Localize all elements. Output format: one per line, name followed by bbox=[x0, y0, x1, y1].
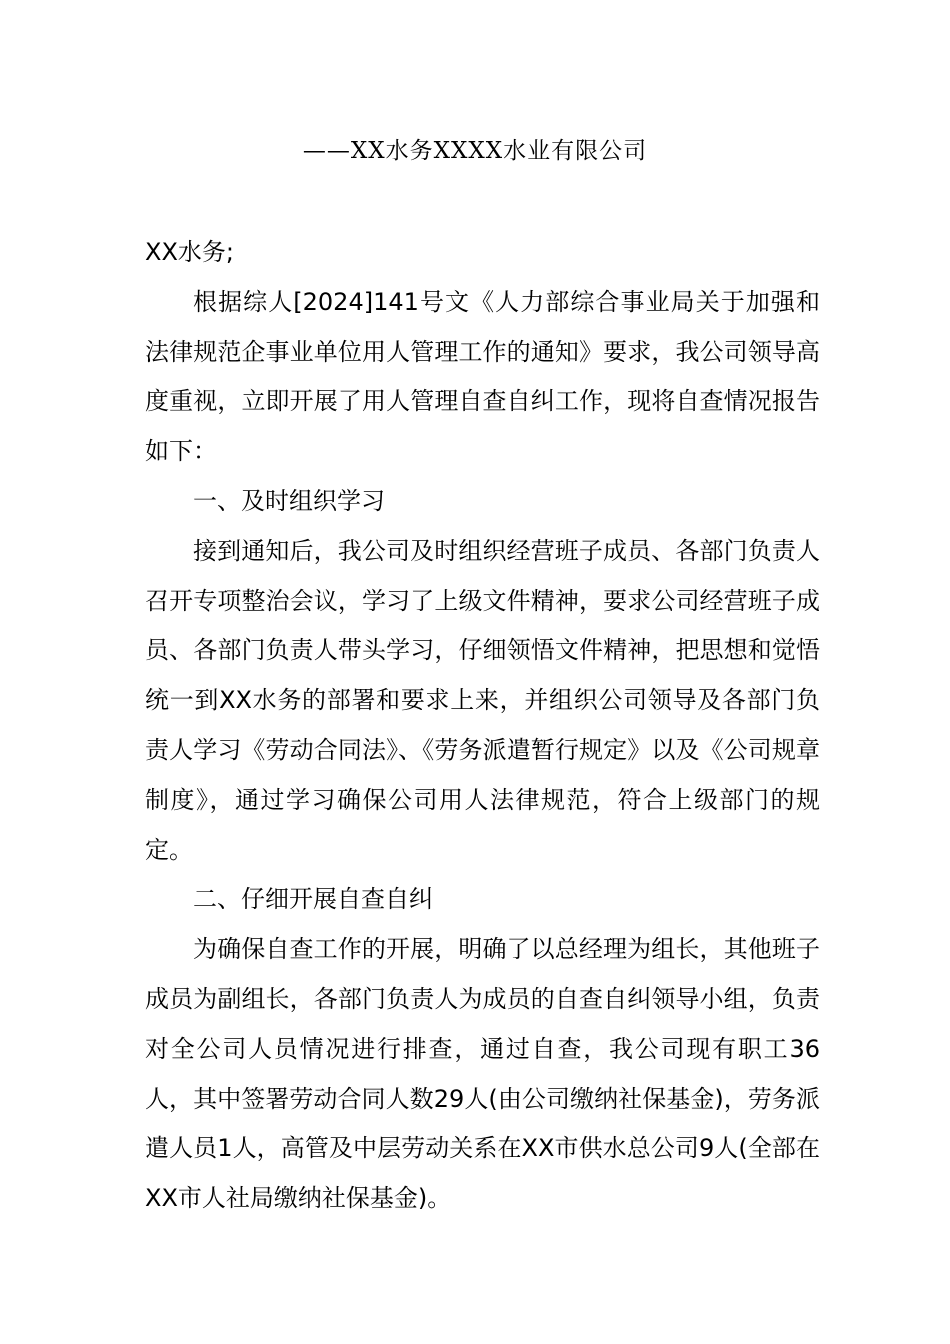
document-subtitle: ——XX水务XXXX水业有限公司 bbox=[302, 138, 648, 164]
document-body bbox=[145, 228, 820, 1224]
section-body-1: 接到通知后，我公司及时组织经营班子成员、各部门负责人召开专项整治会议，学习了上级文件精神，要求公司经营班子成员、各部门负责人带头学习，仔细领悟文件精神，把思想和觉悟统一到XX水务的部署和要求上来，并组织公司领导及各部门负责人学习《劳动合同法》、《劳务派遣暂行规定》以及《公司规章制度》，通过学习确保公司用人法律规范，符合上级部门的规定。 bbox=[145, 536, 820, 864]
intro-paragraph: 根据综人[2024]141号文《人力部综合事业局关于加强和法律规范企事业单位用人管理工作的通知》要求，我公司领导高度重视，立即开展了用人管理自查自纠工作，现将自查情况报告如下： bbox=[145, 287, 820, 466]
section-heading-1: 一、及时组织学习 bbox=[193, 486, 385, 515]
section-body-2: 为确保自查工作的开展，明确了以总经理为组长，其他班子成员为副组长，各部门负责人为成员的自查自纠领导小组，负责对全公司人员情况进行排查，通过自查，我公司现有职工36人，其中签署劳动合同人数29人(由公司缴纳社保基金)，劳务派遣人员1人，高管及中层劳动关系在XX市供水总公司9人(全部在XX市人社局缴纳社保基金)。 bbox=[145, 935, 820, 1213]
salutation: XX水务; bbox=[145, 238, 234, 266]
section-heading-2: 二、仔细开展自查自纠 bbox=[193, 885, 433, 914]
